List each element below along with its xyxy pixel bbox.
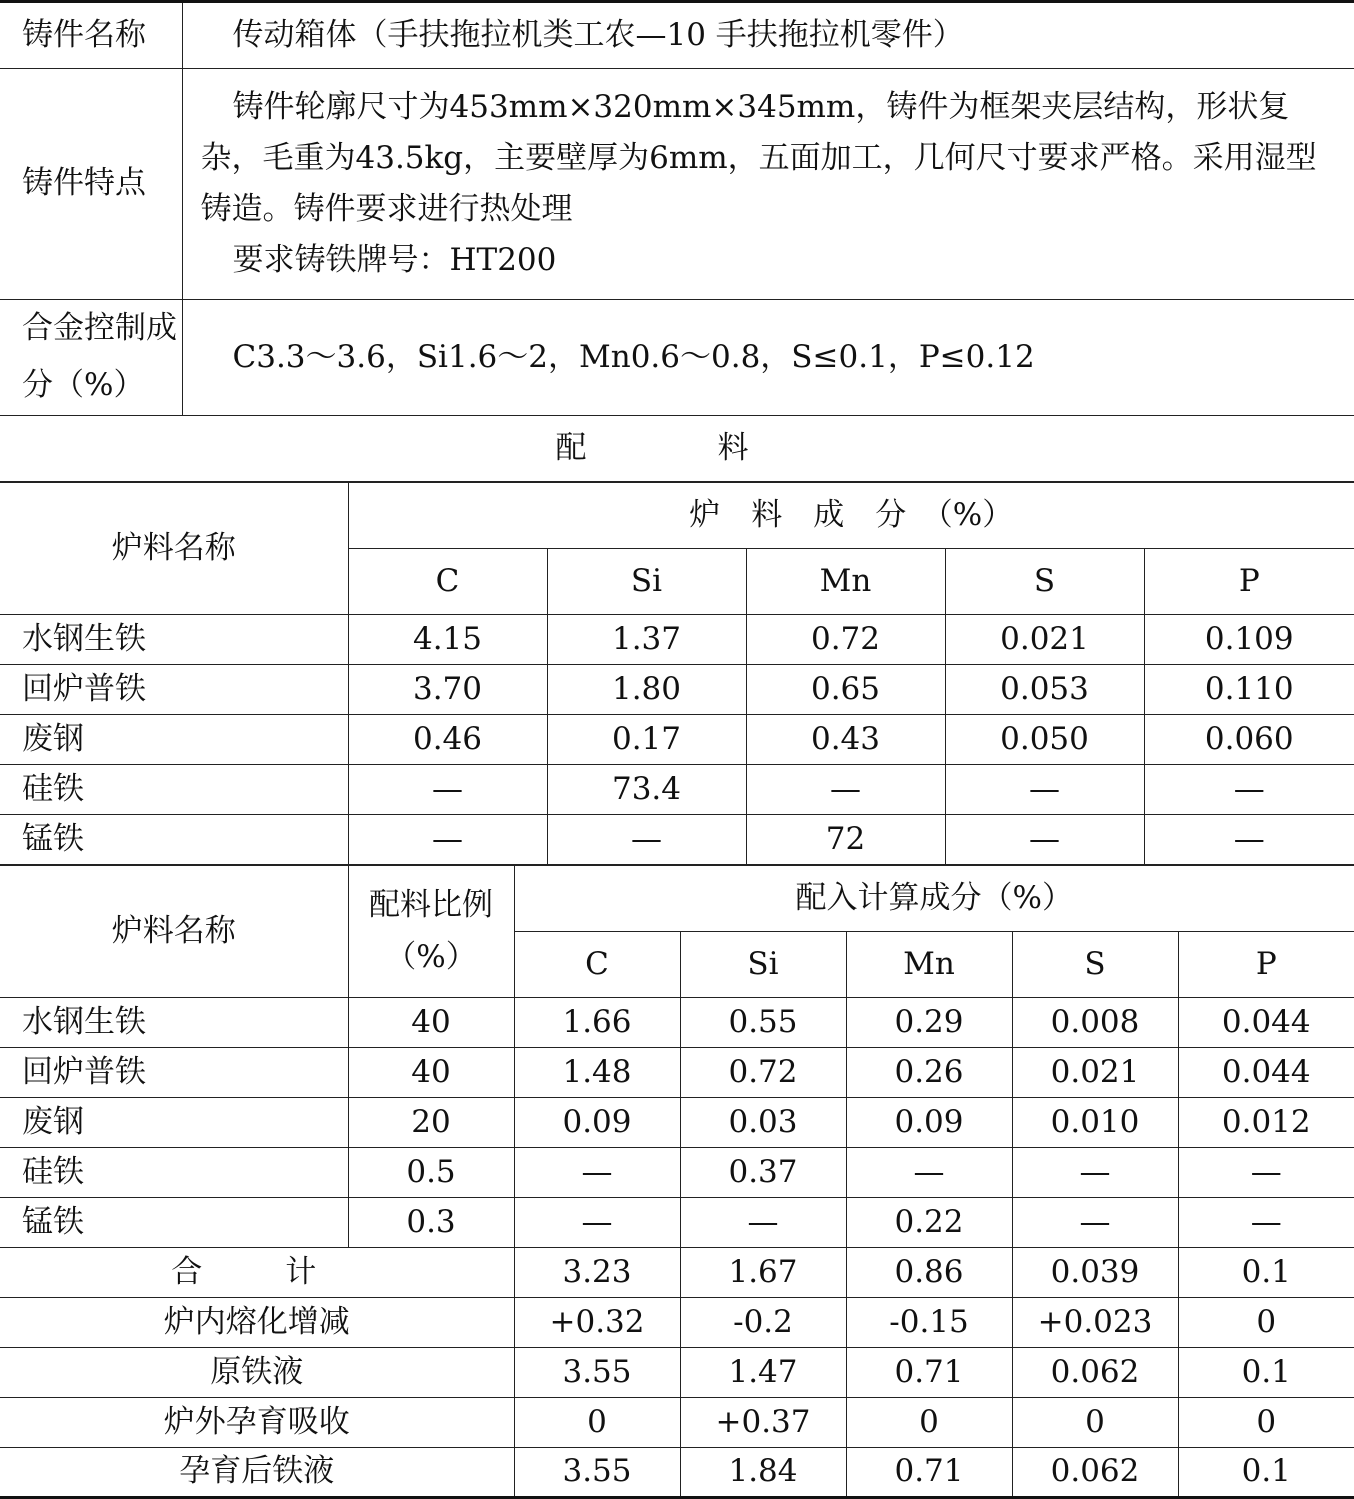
element-header-si: Si (547, 548, 746, 614)
cell-p: — (1178, 1147, 1354, 1197)
element-header-si: Si (680, 931, 846, 997)
cell-p: 0.1 (1178, 1247, 1354, 1297)
casting-name-label: 铸件名称 (0, 2, 182, 69)
table-row (0, 764, 1354, 814)
cell-s: 0.021 (1012, 1047, 1178, 1097)
batching-name-header: 炉料名称 (0, 865, 348, 997)
cell-ratio: 40 (348, 1047, 514, 1097)
cell-mn: 72 (746, 814, 945, 864)
cell-mn: 0.09 (846, 1097, 1012, 1147)
summary-row (0, 1397, 1354, 1447)
cell-p: 0 (1178, 1397, 1354, 1447)
cell-mn: 0.71 (846, 1447, 1012, 1497)
cell-s: 0 (1012, 1397, 1178, 1447)
cell-c: 3.23 (514, 1247, 680, 1297)
element-header-c: C (514, 931, 680, 997)
cell-c: +0.32 (514, 1297, 680, 1347)
cell-si: 0.72 (680, 1047, 846, 1097)
summary-row (0, 1447, 1354, 1497)
cell-ratio: 0.3 (348, 1197, 514, 1247)
casting-feature-cell (182, 69, 1354, 300)
cell-c: 0 (514, 1397, 680, 1447)
element-header-s: S (945, 548, 1144, 614)
element-header-p: P (1178, 931, 1354, 997)
cell-si: 0.55 (680, 997, 846, 1047)
summary-row (0, 1347, 1354, 1397)
summary-row (0, 1297, 1354, 1347)
cell-c: 0.46 (348, 714, 547, 764)
cell-mn: 0.86 (846, 1247, 1012, 1297)
row-name: 硅铁 (0, 764, 348, 814)
cell-si: 0.37 (680, 1147, 846, 1197)
cell-s: — (1012, 1147, 1178, 1197)
cell-p: 0.044 (1178, 1047, 1354, 1097)
element-header-s: S (1012, 931, 1178, 997)
cell-c: 3.70 (348, 664, 547, 714)
element-header-c: C (348, 548, 547, 614)
table-row (0, 1197, 1354, 1247)
charge-composition-header: 炉 料 成 分 （%） (348, 482, 1354, 548)
cell-p: — (1144, 764, 1354, 814)
cell-mn: 0.29 (846, 997, 1012, 1047)
row-name: 回炉普铁 (0, 1047, 348, 1097)
alloy-control-value: C3.3～3.6，Si1.6～2，Mn0.6～0.8，S≤0.1，P≤0.12 (182, 300, 1354, 416)
cell-s: 0.062 (1012, 1447, 1178, 1497)
summary-label: 合 计 (0, 1247, 514, 1297)
cell-mn: 0.72 (746, 614, 945, 664)
charge-composition-table (0, 482, 1354, 865)
summary-label: 孕育后铁液 (0, 1447, 514, 1497)
cell-si: 1.80 (547, 664, 746, 714)
table-row (0, 1047, 1354, 1097)
row-name: 回炉普铁 (0, 664, 348, 714)
cell-p: 0.1 (1178, 1347, 1354, 1397)
batching-calc-header: 配入计算成分（%） (514, 865, 1354, 931)
table-row (0, 664, 1354, 714)
cell-si: 0.17 (547, 714, 746, 764)
cell-si: — (547, 814, 746, 864)
cell-ratio: 20 (348, 1097, 514, 1147)
cell-p: 0.1 (1178, 1447, 1354, 1497)
cell-s: 0.021 (945, 614, 1144, 664)
cell-p: — (1144, 814, 1354, 864)
cell-si: 1.37 (547, 614, 746, 664)
cell-c: 3.55 (514, 1347, 680, 1397)
row-name: 水钢生铁 (0, 614, 348, 664)
cell-p: — (1178, 1197, 1354, 1247)
row-name: 锰铁 (0, 814, 348, 864)
cell-c: — (514, 1147, 680, 1197)
cell-p: 0.044 (1178, 997, 1354, 1047)
table-row (0, 714, 1354, 764)
table-row (0, 614, 1354, 664)
cell-s: 0.062 (1012, 1347, 1178, 1397)
cell-si: +0.37 (680, 1397, 846, 1447)
cell-mn: 0 (846, 1397, 1012, 1447)
cell-c: — (514, 1197, 680, 1247)
cell-s: — (945, 814, 1144, 864)
cell-c: — (348, 764, 547, 814)
cell-s: 0.053 (945, 664, 1144, 714)
cell-p: 0.060 (1144, 714, 1354, 764)
cell-mn: — (746, 764, 945, 814)
cell-c: — (348, 814, 547, 864)
cell-s: 0.050 (945, 714, 1144, 764)
row-name: 硅铁 (0, 1147, 348, 1197)
cell-c: 4.15 (348, 614, 547, 664)
cell-s: — (1012, 1197, 1178, 1247)
cell-s: 0.010 (1012, 1097, 1178, 1147)
cell-s: +0.023 (1012, 1297, 1178, 1347)
cell-c: 3.55 (514, 1447, 680, 1497)
batching-calculation-table (0, 865, 1354, 1499)
cell-c: 0.09 (514, 1097, 680, 1147)
cell-si: 1.47 (680, 1347, 846, 1397)
casting-name-value: 传动箱体（手扶拖拉机类工农—10 手扶拖拉机零件） (182, 2, 1354, 69)
row-name: 废钢 (0, 1097, 348, 1147)
cell-mn: 0.43 (746, 714, 945, 764)
cell-mn: 0.22 (846, 1197, 1012, 1247)
cell-ratio: 40 (348, 997, 514, 1047)
cell-s: 0.039 (1012, 1247, 1178, 1297)
summary-label: 炉内熔化增减 (0, 1297, 514, 1347)
summary-label: 炉外孕育吸收 (0, 1397, 514, 1447)
cell-mn: 0.65 (746, 664, 945, 714)
cell-mn: — (846, 1147, 1012, 1197)
alloy-control-label: 合金控制成分（%） (0, 300, 182, 416)
cell-s: — (945, 764, 1144, 814)
cell-si: — (680, 1197, 846, 1247)
casting-grade-text: 要求铸铁牌号：HT200 (232, 242, 557, 279)
cell-si: 1.67 (680, 1247, 846, 1297)
row-name: 锰铁 (0, 1197, 348, 1247)
cell-si: -0.2 (680, 1297, 846, 1347)
cell-c: 1.48 (514, 1047, 680, 1097)
cell-ratio: 0.5 (348, 1147, 514, 1197)
cell-p: 0.012 (1178, 1097, 1354, 1147)
batching-ratio-header: 配料比例（%） (348, 865, 514, 997)
cell-c: 1.66 (514, 997, 680, 1047)
section-title: 配 料 (0, 415, 1354, 481)
row-name: 水钢生铁 (0, 997, 348, 1047)
cell-p: 0.109 (1144, 614, 1354, 664)
casting-feature-label: 铸件特点 (0, 69, 182, 300)
cell-mn: -0.15 (846, 1297, 1012, 1347)
table-row (0, 814, 1354, 864)
cell-s: 0.008 (1012, 997, 1178, 1047)
cell-si: 1.84 (680, 1447, 846, 1497)
element-header-mn: Mn (746, 548, 945, 614)
cell-mn: 0.71 (846, 1347, 1012, 1397)
cell-p: 0 (1178, 1297, 1354, 1347)
row-name: 废钢 (0, 714, 348, 764)
cell-si: 0.03 (680, 1097, 846, 1147)
element-header-mn: Mn (846, 931, 1012, 997)
cell-p: 0.110 (1144, 664, 1354, 714)
summary-row (0, 1247, 1354, 1297)
cell-si: 73.4 (547, 764, 746, 814)
cell-mn: 0.26 (846, 1047, 1012, 1097)
table-row (0, 1097, 1354, 1147)
summary-label: 原铁液 (0, 1347, 514, 1397)
element-header-p: P (1144, 548, 1354, 614)
casting-feature-text: 铸件轮廓尺寸为453mm×320mm×345mm，铸件为框架夹层结构，形状复杂，毛重为43.5kg，主要壁厚为6mm，五面加工，几何尺寸要求严格。采用湿型铸造。铸件要求进行热处理 (200, 88, 1317, 227)
charge-name-header: 炉料名称 (0, 482, 348, 614)
table-row (0, 997, 1354, 1047)
casting-info-table (0, 0, 1354, 482)
table-row (0, 1147, 1354, 1197)
